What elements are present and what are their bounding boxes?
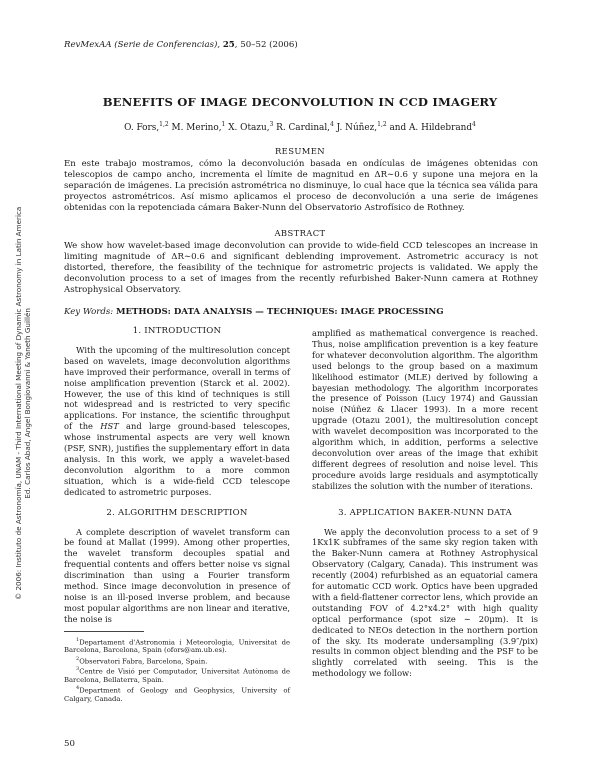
application-paragraph: We apply the deconvolution process to a set of 9 1Kx1K subframes of the same sky region taken with the Baker-Nunn camera at Rothney Astrophysical Observatory (Calgary, Canada). This instrument was recently (2004) refurbished as an equatorial camera for automatic CCD work. Optics have been upgraded with a field-flattener corrector lens, which provide an outstanding FOV of 4.2°x4.2° with high quality optical performance (spot size ∼ 20μm). It is dedicated to NEOs detection in the northern portion of the sky. Its moderate undersampling (3.9″/pix) results in common object blending and the PSF to be slightly correlated with seeing. This is the methodology we follow:	[312, 526, 538, 679]
resumen-heading: RESUMEN	[274, 146, 326, 156]
author: J. Núñez,$^{1,2}$	[336, 121, 387, 133]
section-heading-application: 3. APPLICATION BAKER-NUNN DATA	[338, 507, 512, 518]
author: M. Merino,$^1$	[171, 121, 226, 133]
journal-pages: , 50–52 (2006)	[234, 40, 298, 50]
footnote: $^1$Departament d'Astronomia i Meteorologia, Universitat de Barcelona, Barcelona, Spain (ofors@am.ub.es).	[64, 636, 290, 655]
introduction-paragraph: With the upcoming of the multiresolution concept based on wavelets, image deconvolution algorithms have improved their performance, overall in terms of noise amplification prevention (Starck et al. 2002). However, the use of this kind of techniques is still not widespread and is restricted to very specific applications. For instance, the scientific throughput of the HST and large ground-based telescopes, whose instrumental aspects are very well known (PSF, SNR), justifies the supplementary effort in data analysis. In this work, we apply a wavelet-based deconvolution algorithm to a more common situation, which is a wide-field CCD telescope dedicated to astrometric purposes.	[64, 344, 290, 497]
author: O. Fors,$^{1,2}$	[124, 121, 169, 133]
author: X. Otazu,$^3$	[228, 121, 274, 133]
journal-volume: 25	[222, 40, 235, 50]
journal-name: RevMexAA (Serie de Conferencias),	[64, 40, 221, 50]
section-heading-introduction: 1. INTRODUCTION	[132, 326, 222, 336]
footnote: $^2$Observatori Fabra, Barcelona, Spain.	[76, 655, 208, 665]
page-number: 50	[64, 739, 75, 749]
footnote: $^3$Centre de Visió per Computador, Universitat Autònoma de Barcelona, Bellaterra, Spain.	[64, 666, 290, 684]
footnote: $^4$Department of Geology and Geophysics, University of Calgary, Canada.	[64, 684, 290, 703]
author-list	[0, 121, 600, 133]
keywords-label: Key Words:	[64, 307, 114, 317]
author: and A. Hildebrand$^4$	[389, 121, 476, 133]
author: R. Cardinal,$^4$	[276, 121, 334, 133]
paper-title: BENEFITS OF IMAGE DECONVOLUTION IN CCD IMAGERY	[102, 95, 498, 109]
footnotes	[64, 636, 290, 703]
keywords	[64, 307, 444, 317]
resumen-text: En este trabajo mostramos, cómo la deconvolución basada en ondículas de imágenes obtenidas con telescopios de campo ancho, incrementa el límite de magnitud en ΔR∼0.6 y supone una mejora en la separación de imágenes. La precisión astrométrica no disminuye, lo cual hace que la técnica sea válida para proyectos astrométricos. Así mismo aplicamos el proceso de deconvolución a una serie de imágenes obtenidas con la repotenciada cámara Baker-Nunn del Observatorio Astrofísico de Rothney.	[64, 159, 538, 213]
right-column	[312, 328, 538, 679]
section-heading-algorithm: 2. ALGORITHM DESCRIPTION	[106, 507, 248, 518]
abstract-text: We show how wavelet-based image deconvolution can provide to wide-field CCD telescopes an increase in limiting magnitude of ΔR∼0.6 and significant deblending improvement. Astrometric accuracy is not distorted, therefore, the feasibility of the technique for astrometric projects is validated. We apply the deconvolution process to a set of images from the recently refurbished Baker-Nunn camera at Rothney Astrophysical Observatory.	[64, 241, 538, 295]
keywords-value: METHODS: DATA ANALYSIS — TECHNIQUES: IMAGE PROCESSING	[115, 307, 444, 317]
left-column	[64, 320, 290, 703]
algorithm-paragraph-continued: amplified as mathematical convergence is reached. Thus, noise amplification prevention is a key feature for whatever deconvolution algorithm. The algorithm used belongs to the group based on a maximum likelihood estimator (MLE) derived by following a bayesian methodology. The algorithm incorporates the presence of Poisson (Lucy 1974) and Gaussian noise (Núñez & Llacer 1993). In a more recent upgrade (Otazu 2001), the multiresolution concept with wavelet decomposition was incorporated to the algorithm which, in addition, performs a selective deconvolution over areas of the image that exhibit different degrees of resolution and noise level. This procedure avoids large residuals and asymptotically stabilizes the solution with the number of iterations.	[312, 328, 538, 491]
copyright-notice: © 2006: Instituto de Astronomía, UNAM - Third International Meeting of Dynamic Astronomy in Latin America Ed. Carlos Abad, Angel Bongiovanni & Yaneth Guillén	[14, 206, 33, 600]
algorithm-paragraph: A complete description of wavelet transform can be found at Mallat (1999). Among other properties, the wavelet transform decouples spatial and frequential contents and offers better noise vs signal discrimination than using a Fourier transform method. Since image deconvolution in presence of noise is an ill-posed inverse problem, and because most popular algorithms are non linear and iterative, the noise is	[64, 526, 290, 624]
running-header	[64, 40, 298, 50]
abstract-heading: ABSTRACT	[274, 228, 326, 238]
footnote-divider	[64, 631, 144, 632]
